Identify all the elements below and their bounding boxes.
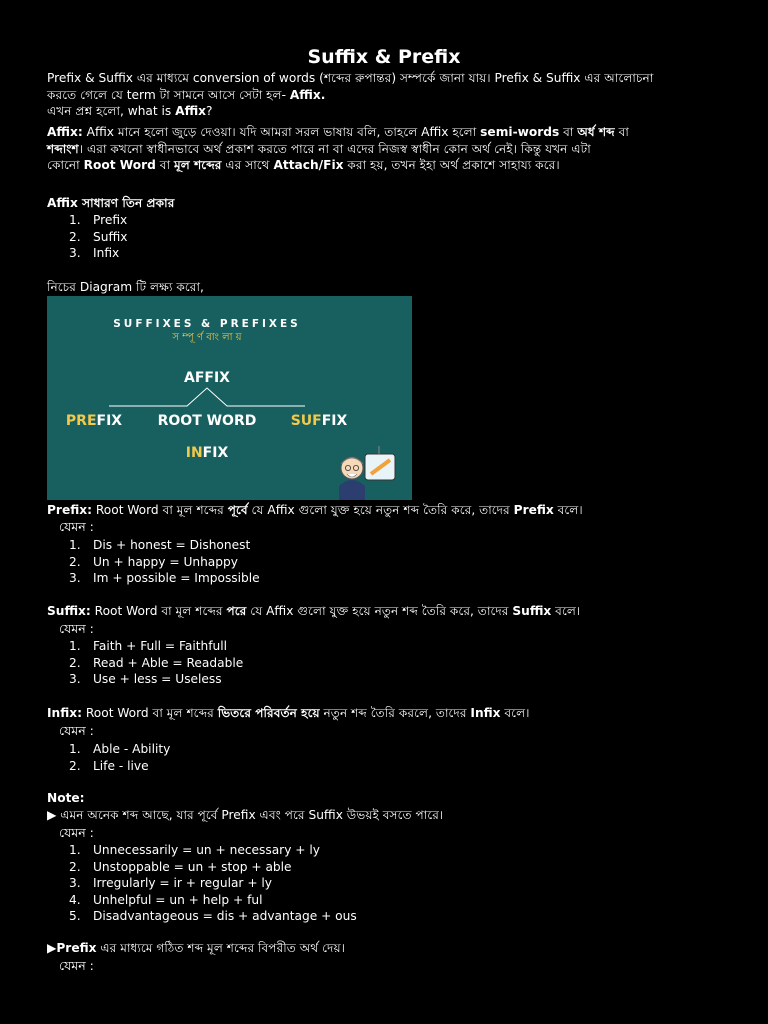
list-item-text: Unhelpful = un + help + ful: [93, 892, 263, 907]
infix-label: Infix:: [47, 706, 82, 720]
list-item-number: 3.: [69, 571, 81, 585]
intro-paragraph: [47, 70, 723, 120]
suffix-example-list: [47, 638, 243, 688]
diagram-affix: AFFIX: [184, 370, 230, 386]
list-item-number: 2.: [69, 758, 81, 773]
list-item-text: Unstoppable = un + stop + able: [93, 859, 292, 874]
affix-def-text: বা: [559, 125, 578, 139]
note-paragraph-2-text: এর মাধ্যমে গঠিত শব্দ মূল শব্দের বিপরীত অর্থ দেয়।: [96, 941, 345, 955]
infix-def-text: Root Word বা মূল শব্দের: [81, 706, 218, 720]
affix-label: Affix:: [47, 125, 83, 139]
list-item-text: Prefix: [93, 213, 128, 227]
list-item-text: Un + happy = Unhappy: [93, 554, 238, 569]
root-word-term: Root Word: [83, 158, 156, 172]
list-item: [47, 741, 170, 758]
list-item-text: Faith + Full = Faithfull: [93, 639, 228, 653]
prefix-def-text: যে Affix গুলো যুক্ত হয়ে নতুন শব্দ তৈরি করে, তাদের: [247, 503, 514, 517]
list-item-text: Dis + honest = Dishonest: [93, 538, 251, 552]
infix-example-list: [47, 741, 170, 774]
affix-types-heading-a: Affix: [47, 196, 78, 210]
affix-def-text: করা হয়, তখন ইহা অর্থ প্রকাশে সাহায্য করে।: [343, 158, 560, 172]
prefix-term: Prefix: [513, 503, 554, 517]
affix-def-line-1: [47, 124, 723, 141]
list-item: [47, 908, 357, 925]
list-item-text: Disadvantageous = dis + advantage + ous: [93, 909, 357, 923]
list-item-text: Able - Ability: [93, 742, 171, 756]
suffix-label: Suffix:: [47, 604, 91, 618]
affix-def-line-2: [47, 141, 723, 158]
affix-def-text: কোনো: [47, 158, 84, 172]
affix-def-text: এর সাথে: [221, 158, 274, 172]
page-title: Suffix & Prefix: [307, 46, 461, 68]
shabdangsha-term: শব্দাংশ: [47, 141, 79, 156]
infix-example-label: যেমন :: [59, 723, 94, 738]
note-label: Note:: [47, 791, 85, 805]
prefix-def-text: বলে।: [553, 503, 583, 517]
semi-words-term: semi-words: [480, 125, 560, 139]
affix-def-line-3: [47, 157, 723, 174]
list-item: [47, 859, 357, 876]
affix-diagram: [47, 296, 412, 500]
suffix-definition: [47, 603, 723, 620]
list-item-text: Life - live: [93, 758, 149, 773]
question-affix: Affix: [175, 104, 207, 118]
note-prefix-term: Prefix: [56, 941, 97, 955]
suffix-example-label: যেমন :: [59, 621, 94, 636]
list-item-number: 3.: [69, 246, 81, 260]
prefix-def-text: Root Word বা মূল শব্দের: [91, 503, 228, 517]
note-paragraph-2: [47, 940, 723, 957]
list-item-number: 1.: [69, 538, 81, 552]
infix-highlight: IN: [185, 445, 203, 461]
list-item-number: 3.: [69, 672, 81, 686]
intro-line-1: Prefix & Suffix এর মাধ্যমে conversion of words (শব্দের রুপান্তর) সম্পর্কে জানা যায়। Prefix & Suffix এর আলোচনা: [47, 71, 654, 85]
prefix-example-list: [47, 537, 260, 587]
affix-types-heading-b: সাধারণ তিন প্রকার: [77, 196, 175, 210]
diagram-suffix: [291, 413, 348, 429]
list-item-number: 4.: [69, 892, 81, 907]
list-item: [47, 229, 127, 246]
suffix-rest: FIX: [321, 413, 348, 429]
suffix-def-text: বলে।: [551, 604, 581, 618]
list-item: [47, 892, 357, 909]
list-item: [47, 758, 170, 775]
list-item-text: Unnecessarily = un + necessary + ly: [93, 843, 320, 857]
suffix-def-text: যে Affix গুলো যুক্ত হয়ে নতুন শব্দ তৈরি করে, তাদের: [246, 604, 513, 618]
mul-shabda-term: মূল শব্দের: [174, 158, 222, 172]
diagram-root-word: ROOT WORD: [157, 413, 257, 429]
infix-rest: FIX: [202, 445, 229, 461]
attach-fix-term: Attach/Fix: [273, 158, 344, 172]
list-item: [47, 245, 127, 262]
list-item: [47, 655, 243, 672]
pore-term: পরে: [226, 604, 247, 618]
affix-diagram-svg: [47, 296, 412, 500]
list-item-number: 2.: [69, 229, 81, 244]
list-item: [47, 212, 127, 229]
list-item-number: 2.: [69, 655, 81, 670]
diagram-title: SUFFIXES & PREFIXES: [113, 318, 301, 330]
list-item: [47, 671, 243, 688]
list-item-number: 1.: [69, 843, 81, 857]
list-item-number: 1.: [69, 742, 81, 756]
list-item-number: 1.: [69, 639, 81, 653]
teacher-body: [339, 480, 365, 500]
prefix-example-label: যেমন :: [59, 519, 94, 534]
prefix-rest: FIX: [96, 413, 123, 429]
diagram-subtitle: স ম্পূ র্ণ বাং লা য়: [172, 332, 242, 343]
affix-term: Affix.: [289, 87, 326, 102]
list-item-text: Infix: [93, 246, 120, 260]
affix-def-text: বা: [155, 158, 174, 172]
list-item-number: 3.: [69, 876, 81, 890]
list-item: [47, 537, 260, 554]
diagram-intro: নিচের Diagram টি লক্ষ্য করো,: [47, 280, 204, 294]
question-mark: ?: [206, 104, 213, 118]
list-item: [47, 638, 243, 655]
list-item-number: 1.: [69, 213, 81, 227]
intro-line-3: [47, 103, 723, 120]
list-item-text: Irregularly = ir + regular + ly: [93, 876, 272, 890]
suffix-term: Suffix: [512, 604, 552, 618]
infix-def-text: নতুন শব্দ তৈরি করলে, তাদের: [319, 706, 471, 720]
list-item: [47, 842, 357, 859]
affix-def-text: বা: [614, 125, 629, 139]
note-example-label-1: যেমন :: [59, 825, 94, 840]
list-item-number: 5.: [69, 909, 81, 923]
note-example-label-2: যেমন :: [59, 958, 94, 973]
question-text: এখন প্রশ্ন হলো, what is: [47, 104, 176, 118]
prefix-highlight: PRE: [65, 413, 97, 429]
intro-line-2: [47, 87, 723, 104]
ardha-shabda-term: অর্ধ শব্দ: [577, 125, 615, 139]
list-item: [47, 570, 260, 587]
suffix-def-text: Root Word বা মূল শব্দের: [90, 604, 227, 618]
list-item-text: Use + less = Useless: [93, 672, 222, 686]
intro-line-2-text: করতে গেলে যে term টা সামনে আসে সেটা হল-: [47, 87, 290, 102]
purbe-term: পূর্বে: [227, 503, 248, 517]
infix-definition: [47, 705, 723, 722]
list-item-text: Read + Able = Readable: [93, 655, 244, 670]
list-item-number: 2.: [69, 554, 81, 569]
prefix-definition: [47, 502, 723, 519]
list-item: [47, 875, 357, 892]
affix-def-text: Affix মানে হলো জুড়ে দেওয়া। যদি আমরা সরল ভাষায় বলি, তাহলে Affix হলো: [82, 125, 481, 139]
diagram-prefix: [66, 413, 122, 429]
note-paragraph-1: ▶ এমন অনেক শব্দ আছে, যার পূর্বে Prefix এবং পরে Suffix উভয়ই বসতে পারে।: [47, 808, 444, 822]
infix-def-text: বলে।: [500, 706, 530, 720]
list-item-text: Suffix: [93, 229, 128, 244]
suffix-highlight: SUF: [290, 413, 322, 429]
affix-definition: [47, 124, 723, 174]
affix-types-list: [47, 212, 127, 262]
list-item: [47, 554, 260, 571]
triangle-bullet-icon: ▶: [47, 941, 57, 955]
affix-types-heading: [47, 195, 723, 212]
prefix-label: Prefix:: [47, 503, 92, 517]
list-item-number: 2.: [69, 859, 81, 874]
note-example-list: [47, 842, 357, 925]
affix-def-text: । এরা কখনো স্বাধীনভাবে অর্থ প্রকাশ করতে পারে না বা এদের নিজস্ব স্বাধীন কোন অর্থ নেই। কিন্তু যখন এটা: [78, 141, 591, 156]
infix-term: Infix: [470, 706, 501, 720]
diagram-infix: [186, 445, 229, 461]
vitore-poriborton-term: ভিতরে পরিবর্তন হয়ে: [217, 706, 320, 720]
list-item-text: Im + possible = Impossible: [93, 571, 260, 585]
